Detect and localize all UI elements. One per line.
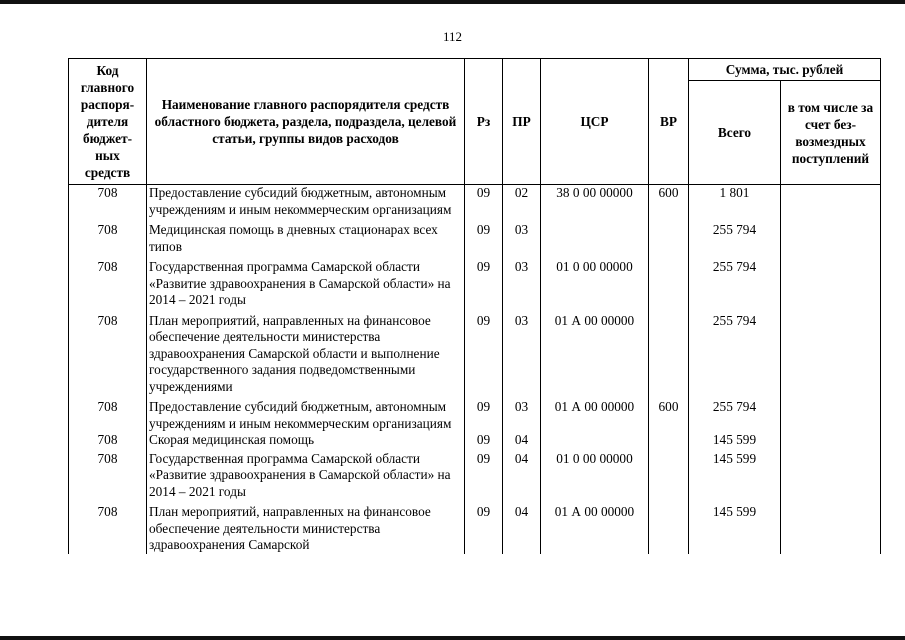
- cell-name: План мероприятий, направленных на финансовое обеспечение деятельности министерства здравоохранения Самарской области и выполнение государственного задания подведомственными учреждениями: [147, 313, 465, 400]
- cell-code: 708: [69, 222, 147, 259]
- scan-edge-bottom: [0, 636, 905, 640]
- cell-free: [781, 259, 881, 313]
- cell-pr: 02: [503, 185, 541, 223]
- header-csr: ЦСР: [541, 59, 649, 185]
- header-rz: Рз: [465, 59, 503, 185]
- cell-code: 708: [69, 185, 147, 223]
- cell-total: 1 801: [689, 185, 781, 223]
- cell-rz: 09: [465, 259, 503, 313]
- cell-rz: 09: [465, 504, 503, 554]
- cell-name: Предоставление субсидий бюджетным, автономным учреждениям и иным некоммерческим организациям: [147, 185, 465, 223]
- table-row: [69, 222, 881, 259]
- cell-code: 708: [69, 504, 147, 554]
- cell-total: 255 794: [689, 259, 781, 313]
- cell-rz: 09: [465, 432, 503, 451]
- table-row: [69, 313, 881, 400]
- cell-code: 708: [69, 451, 147, 505]
- cell-csr: 01 А 00 00000: [541, 504, 649, 554]
- cell-rz: 09: [465, 313, 503, 400]
- cell-csr: [541, 432, 649, 451]
- cell-vr: [649, 451, 689, 505]
- cell-free: [781, 399, 881, 432]
- cell-name: Предоставление субсидий бюджетным, автономным учреждениям и иным некоммерческим организациям: [147, 399, 465, 432]
- cell-code: 708: [69, 432, 147, 451]
- cell-vr: [649, 259, 689, 313]
- cell-vr: [649, 432, 689, 451]
- table-row: [69, 451, 881, 505]
- scan-edge-top: [0, 0, 905, 4]
- budget-table: [68, 58, 881, 554]
- cell-pr: 03: [503, 259, 541, 313]
- cell-rz: 09: [465, 451, 503, 505]
- cell-pr: 03: [503, 222, 541, 259]
- header-name: Наименование главного распорядителя средств областного бюджета, раздела, подраздела, целевой статьи, группы видов расходов: [147, 59, 465, 185]
- cell-total: 145 599: [689, 451, 781, 505]
- page-number: 112: [442, 29, 463, 44]
- table-row: [69, 185, 881, 223]
- cell-code: 708: [69, 399, 147, 432]
- cell-name: Государственная программа Самарской области «Развитие здравоохранения в Самарской области» на 2014 – 2021 годы: [147, 451, 465, 505]
- cell-csr: [541, 222, 649, 259]
- cell-name: Скорая медицинская помощь: [147, 432, 465, 451]
- cell-vr: 600: [649, 185, 689, 223]
- header-vr: ВР: [649, 59, 689, 185]
- cell-pr: 03: [503, 313, 541, 400]
- cell-pr: 03: [503, 399, 541, 432]
- cell-csr: 01 А 00 00000: [541, 399, 649, 432]
- table-row: [69, 259, 881, 313]
- cell-rz: 09: [465, 399, 503, 432]
- cell-total: 145 599: [689, 432, 781, 451]
- cell-rz: 09: [465, 222, 503, 259]
- cell-code: 708: [69, 313, 147, 400]
- cell-pr: 04: [503, 432, 541, 451]
- header-sum: Сумма, тыс. рублей: [689, 59, 881, 81]
- header-total: Всего: [689, 81, 781, 185]
- cell-name: Государственная программа Самарской области «Развитие здравоохранения в Самарской области» на 2014 – 2021 годы: [147, 259, 465, 313]
- cell-free: [781, 185, 881, 223]
- cell-free: [781, 432, 881, 451]
- cell-free: [781, 504, 881, 554]
- cell-pr: 04: [503, 451, 541, 505]
- cell-free: [781, 222, 881, 259]
- cell-vr: 600: [649, 399, 689, 432]
- cell-rz: 09: [465, 185, 503, 223]
- cell-total: 255 794: [689, 399, 781, 432]
- cell-vr: [649, 504, 689, 554]
- table-row: [69, 504, 881, 554]
- cell-vr: [649, 222, 689, 259]
- cell-free: [781, 313, 881, 400]
- cell-csr: 38 0 00 00000: [541, 185, 649, 223]
- header-code: Код главного распоря-дителя бюджет-ных средств: [69, 59, 147, 185]
- table-body: [69, 185, 881, 554]
- table-row: [69, 399, 881, 432]
- cell-free: [781, 451, 881, 505]
- cell-vr: [649, 313, 689, 400]
- cell-total: 255 794: [689, 313, 781, 400]
- header-pr: ПР: [503, 59, 541, 185]
- cell-code: 708: [69, 259, 147, 313]
- cell-csr: 01 0 00 00000: [541, 451, 649, 505]
- table-header: [69, 59, 881, 185]
- cell-name: План мероприятий, направленных на финансовое обеспечение деятельности министерства здравоохранения Самарской: [147, 504, 465, 554]
- cell-csr: 01 0 00 00000: [541, 259, 649, 313]
- cell-csr: 01 А 00 00000: [541, 313, 649, 400]
- table-row: [69, 432, 881, 451]
- cell-total: 145 599: [689, 504, 781, 554]
- cell-name: Медицинская помощь в дневных стационарах всех типов: [147, 222, 465, 259]
- header-free: в том числе за счет без-возмездных поступлений: [781, 81, 881, 185]
- cell-total: 255 794: [689, 222, 781, 259]
- cell-pr: 04: [503, 504, 541, 554]
